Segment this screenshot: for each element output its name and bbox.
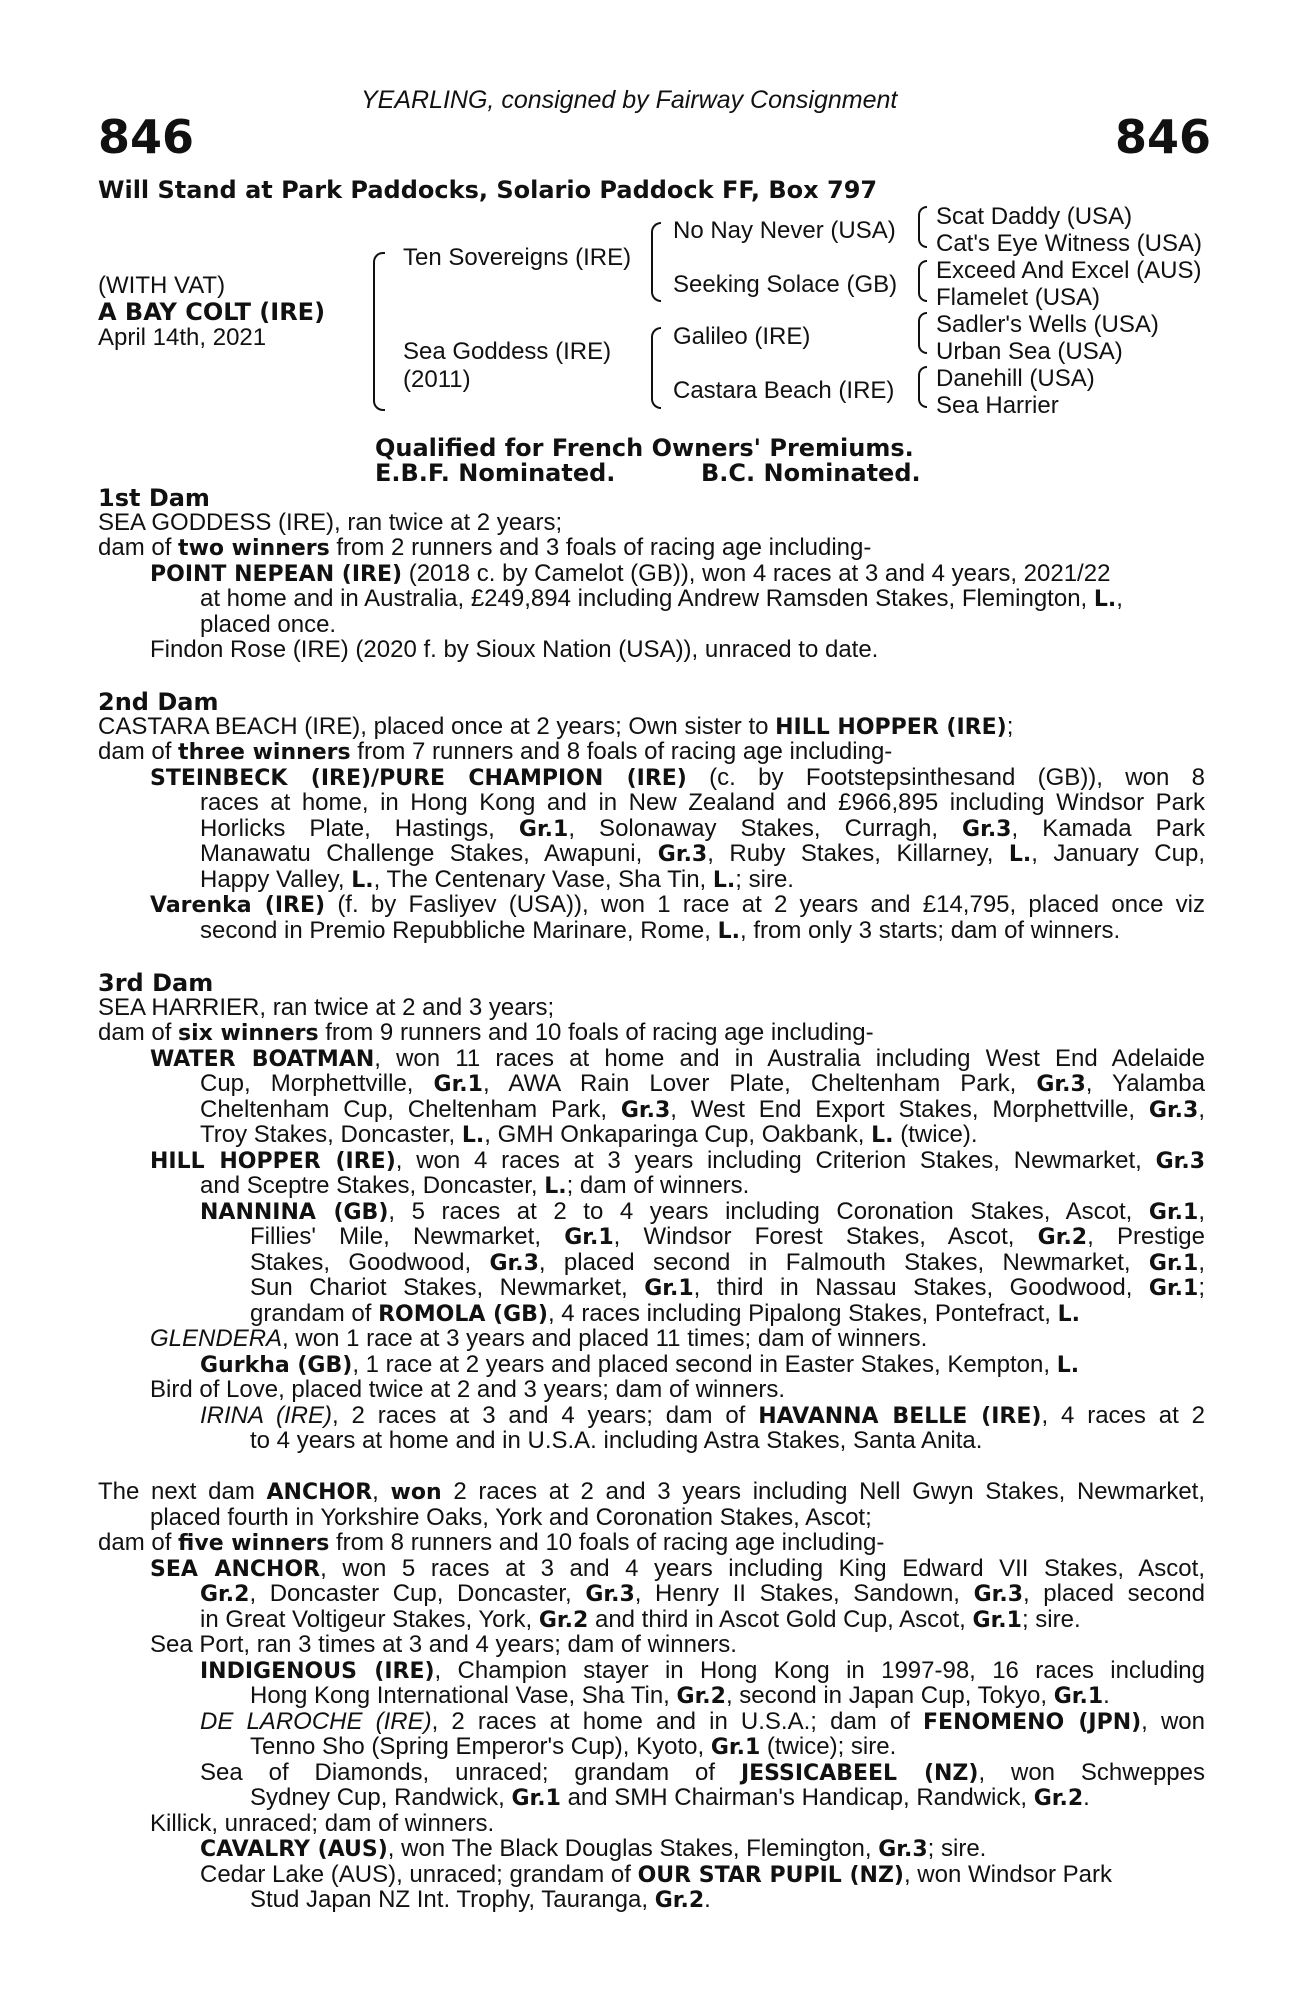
horse-name: A BAY COLT (IRE) — [98, 298, 326, 326]
third-dam-line: Gurkha (GB), 1 race at 2 years and placed second in Easter Stakes, Kempton, L. — [200, 1351, 1080, 1378]
next-dam-line: Gr.2, Doncaster Cup, Doncaster, Gr.3, Henry II Stakes, Sandown, Gr.3, placed second — [200, 1580, 1205, 1607]
second-dam-line: dam of three winners from 7 runners and 8 foals of racing age including- — [98, 738, 893, 765]
pedigree-dds: Danehill (USA) — [936, 365, 1095, 392]
section-first-dam: 1st Dam — [98, 484, 210, 512]
french-premium-note: Qualified for French Owners' Premiums. — [375, 434, 914, 462]
third-dam-line: grandam of ROMOLA (GB), 4 races including Pipalong Stakes, Pontefract, L. — [250, 1300, 1080, 1327]
next-dam-line: SEA ANCHOR, won 5 races at 3 and 4 years including King Edward VII Stakes, Ascot, — [150, 1555, 1205, 1582]
first-dam-line: SEA GODDESS (IRE), ran twice at 2 years; — [98, 509, 563, 536]
next-dam-line: Sea Port, ran 3 times at 3 and 4 years; dam of winners. — [150, 1631, 737, 1658]
third-dam-line: Troy Stakes, Doncaster, L., GMH Onkaparinga Cup, Oakbank, L. (twice). — [200, 1121, 978, 1148]
lot-number-left: 846 — [98, 110, 195, 164]
pedigree-sire-dam: Seeking Solace (GB) — [673, 271, 898, 298]
second-dam-line: Varenka (IRE) (f. by Fasliyev (USA)), won 1 race at 2 years and £14,795, placed once viz — [150, 891, 1205, 918]
pedigree-dam-year: (2011) — [403, 366, 471, 393]
next-dam-line: Cedar Lake (AUS), unraced; grandam of OUR STAR PUPIL (NZ), won Windsor Park — [200, 1861, 1113, 1888]
foaling-date: April 14th, 2021 — [98, 324, 267, 351]
pedigree-sss: Scat Daddy (USA) — [936, 203, 1133, 230]
first-dam-line: placed once. — [200, 611, 337, 638]
next-dam-line: CAVALRY (AUS), won The Black Douglas Stakes, Flemington, Gr.3; sire. — [200, 1835, 987, 1862]
section-second-dam: 2nd Dam — [98, 688, 219, 716]
lot-number-right: 846 — [1115, 110, 1212, 164]
third-dam-line: Cheltenham Cup, Cheltenham Park, Gr.3, West End Export Stakes, Morphettville, Gr.3, — [200, 1096, 1205, 1123]
third-dam-line: Bird of Love, placed twice at 2 and 3 years; dam of winners. — [150, 1376, 786, 1403]
third-dam-line: Fillies' Mile, Newmarket, Gr.1, Windsor Forest Stakes, Ascot, Gr.2, Prestige — [250, 1223, 1206, 1250]
pedigree-dsd: Urban Sea (USA) — [936, 338, 1123, 365]
pedigree-brace-dam — [651, 327, 661, 409]
pedigree-sire-sire: No Nay Never (USA) — [673, 217, 896, 244]
third-dam-line: dam of six winners from 9 runners and 10 foals of racing age including- — [98, 1019, 874, 1046]
pedigree-dam-dam: Castara Beach (IRE) — [673, 377, 895, 404]
pedigree-sds: Exceed And Excel (AUS) — [936, 257, 1202, 284]
next-dam-line: in Great Voltigeur Stakes, York, Gr.2 and third in Ascot Gold Cup, Ascot, Gr.1; sire. — [200, 1606, 1081, 1633]
next-dam-line: Stud Japan NZ Int. Trophy, Tauranga, Gr.2. — [250, 1886, 711, 1913]
second-dam-line: Horlicks Plate, Hastings, Gr.1, Solonaway Stakes, Curragh, Gr.3, Kamada Park — [200, 815, 1205, 842]
pedigree-sdd: Flamelet (USA) — [936, 284, 1101, 311]
pedigree-sire: Ten Sovereigns (IRE) — [403, 244, 632, 271]
second-dam-line: CASTARA BEACH (IRE), placed once at 2 years; Own sister to HILL HOPPER (IRE); — [98, 713, 1014, 740]
first-dam-line: at home and in Australia, £249,894 including Andrew Ramsden Stakes, Flemington, L., — [200, 585, 1123, 612]
third-dam-line: Cup, Morphettville, Gr.1, AWA Rain Lover Plate, Cheltenham Park, Gr.3, Yalamba — [200, 1070, 1205, 1097]
next-dam-line: Sydney Cup, Randwick, Gr.1 and SMH Chairman's Handicap, Randwick, Gr.2. — [250, 1784, 1090, 1811]
second-dam-line: second in Premio Repubbliche Marinare, Rome, L., from only 3 starts; dam of winners. — [200, 917, 1121, 944]
consignment-line: YEARLING, consigned by Fairway Consignment — [361, 86, 898, 114]
third-dam-line: Stakes, Goodwood, Gr.3, placed second in Falmouth Stakes, Newmarket, Gr.1, — [250, 1249, 1205, 1276]
second-dam-line: races at home, in Hong Kong and in New Zealand and £966,895 including Windsor Park — [200, 789, 1205, 816]
second-dam-line: Manawatu Challenge Stakes, Awapuni, Gr.3, Ruby Stakes, Killarney, L., January Cup, — [200, 840, 1205, 867]
pedigree-brace-dd — [918, 366, 927, 408]
next-dam-line: Killick, unraced; dam of winners. — [150, 1810, 495, 1837]
pedigree-dam: Sea Goddess (IRE) — [403, 338, 612, 365]
pedigree-dss: Sadler's Wells (USA) — [936, 311, 1159, 338]
first-dam-line: POINT NEPEAN (IRE) (2018 c. by Camelot (GB)), won 4 races at 3 and 4 years, 2021/22 — [150, 560, 1111, 587]
first-dam-line: dam of two winners from 2 runners and 3 foals of racing age including- — [98, 534, 872, 561]
next-dam-line: The next dam ANCHOR, won 2 races at 2 and 3 years including Nell Gwyn Stakes, Newmarket, — [98, 1478, 1205, 1505]
third-dam-line: to 4 years at home and in U.S.A. including Astra Stakes, Santa Anita. — [250, 1427, 983, 1454]
third-dam-line: SEA HARRIER, ran twice at 2 and 3 years; — [98, 994, 555, 1021]
stand-location: Will Stand at Park Paddocks, Solario Paddock FF, Box 797 — [98, 176, 878, 204]
third-dam-line: Sun Chariot Stakes, Newmarket, Gr.1, third in Nassau Stakes, Goodwood, Gr.1; — [250, 1274, 1205, 1301]
third-dam-line: WATER BOATMAN, won 11 races at home and in Australia including West End Adelaide — [150, 1045, 1205, 1072]
third-dam-line: NANNINA (GB), 5 races at 2 to 4 years including Coronation Stakes, Ascot, Gr.1, — [200, 1198, 1206, 1225]
third-dam-line: HILL HOPPER (IRE), won 4 races at 3 years including Criterion Stakes, Newmarket, Gr.3 — [150, 1147, 1205, 1174]
pedigree-brace-ds — [918, 312, 927, 354]
ebf-note: E.B.F. Nominated. — [375, 459, 616, 487]
second-dam-line: STEINBECK (IRE)/PURE CHAMPION (IRE) (c. by Footstepsinthesand (GB)), won 8 — [150, 764, 1206, 791]
second-dam-line: Happy Valley, L., The Centenary Vase, Sha Tin, L.; sire. — [200, 866, 794, 893]
third-dam-line: IRINA (IRE), 2 races at 3 and 4 years; dam of HAVANNA BELLE (IRE), 4 races at 2 — [200, 1402, 1205, 1429]
next-dam-line: INDIGENOUS (IRE), Champion stayer in Hong Kong in 1997-98, 16 races including — [200, 1657, 1205, 1684]
pedigree-brace-main — [373, 252, 385, 411]
pedigree-brace-ss — [918, 206, 927, 248]
bc-note: B.C. Nominated. — [701, 459, 921, 487]
pedigree-ddd: Sea Harrier — [936, 392, 1059, 419]
section-third-dam: 3rd Dam — [98, 969, 214, 997]
pedigree-brace-sire — [651, 222, 661, 302]
next-dam-line: Sea of Diamonds, unraced; grandam of JESSICABEEL (NZ), won Schweppes — [200, 1759, 1206, 1786]
pedigree-ssd: Cat's Eye Witness (USA) — [936, 230, 1202, 257]
next-dam-line: placed fourth in Yorkshire Oaks, York and Coronation Stakes, Ascot; — [150, 1504, 872, 1531]
next-dam-line: dam of five winners from 8 runners and 10 foals of racing age including- — [98, 1529, 885, 1556]
pedigree-dam-sire: Galileo (IRE) — [673, 323, 811, 350]
first-dam-line: Findon Rose (IRE) (2020 f. by Sioux Nation (USA)), unraced to date. — [150, 636, 879, 663]
next-dam-line: Hong Kong International Vase, Sha Tin, Gr.2, second in Japan Cup, Tokyo, Gr.1. — [250, 1682, 1110, 1709]
vat-note: (WITH VAT) — [98, 272, 226, 299]
pedigree-brace-sd — [918, 260, 927, 302]
third-dam-line: GLENDERA, won 1 race at 3 years and placed 11 times; dam of winners. — [150, 1325, 928, 1352]
next-dam-line: DE LAROCHE (IRE), 2 races at home and in U.S.A.; dam of FENOMENO (JPN), won — [200, 1708, 1205, 1735]
next-dam-line: Tenno Sho (Spring Emperor's Cup), Kyoto, Gr.1 (twice); sire. — [250, 1733, 897, 1760]
third-dam-line: and Sceptre Stakes, Doncaster, L.; dam of winners. — [200, 1172, 750, 1199]
